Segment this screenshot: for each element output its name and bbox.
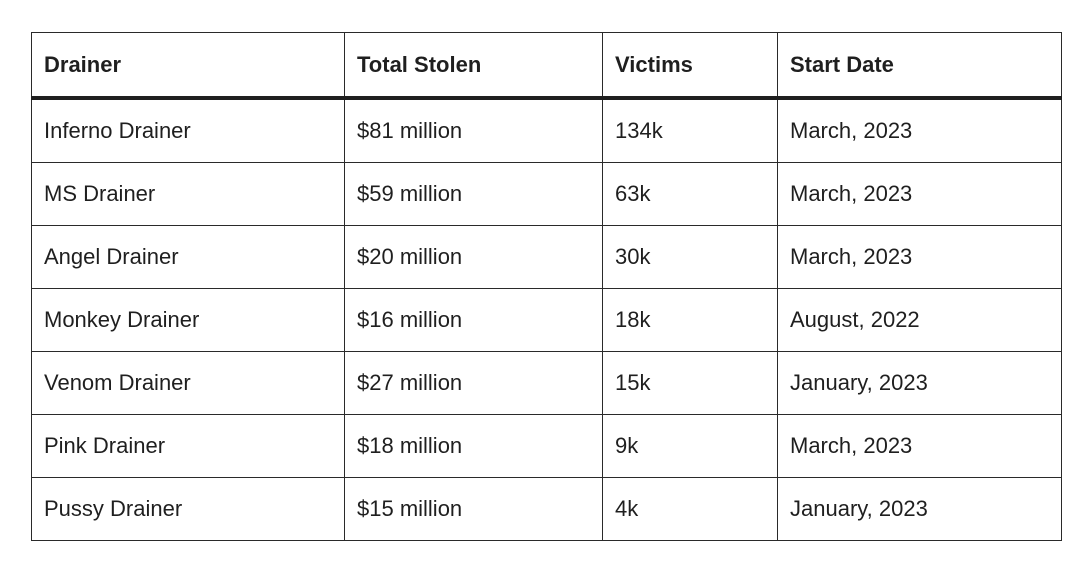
- table-row: [32, 289, 1062, 352]
- cell-total-stolen: $16 million: [345, 289, 603, 352]
- cell-start-date: August, 2022: [778, 289, 1062, 352]
- header-drainer: Drainer: [32, 33, 345, 99]
- table-row: [32, 226, 1062, 289]
- cell-total-stolen: $27 million: [345, 352, 603, 415]
- cell-drainer: MS Drainer: [32, 163, 345, 226]
- table-row: [32, 163, 1062, 226]
- table-row: [32, 98, 1062, 163]
- cell-total-stolen: $15 million: [345, 478, 603, 541]
- cell-total-stolen: $20 million: [345, 226, 603, 289]
- cell-total-stolen: $81 million: [345, 98, 603, 163]
- cell-total-stolen: $18 million: [345, 415, 603, 478]
- cell-victims: 9k: [603, 415, 778, 478]
- cell-start-date: March, 2023: [778, 226, 1062, 289]
- cell-total-stolen: $59 million: [345, 163, 603, 226]
- cell-start-date: March, 2023: [778, 163, 1062, 226]
- cell-drainer: Pink Drainer: [32, 415, 345, 478]
- cell-drainer: Angel Drainer: [32, 226, 345, 289]
- cell-drainer: Venom Drainer: [32, 352, 345, 415]
- header-start-date: Start Date: [778, 33, 1062, 99]
- cell-start-date: March, 2023: [778, 415, 1062, 478]
- table-row: [32, 478, 1062, 541]
- header-victims: Victims: [603, 33, 778, 99]
- cell-drainer: Monkey Drainer: [32, 289, 345, 352]
- cell-victims: 15k: [603, 352, 778, 415]
- cell-victims: 134k: [603, 98, 778, 163]
- cell-victims: 18k: [603, 289, 778, 352]
- table-row: [32, 352, 1062, 415]
- cell-victims: 63k: [603, 163, 778, 226]
- table-row: [32, 415, 1062, 478]
- cell-drainer: Inferno Drainer: [32, 98, 345, 163]
- drainer-table: [31, 32, 1062, 541]
- cell-victims: 4k: [603, 478, 778, 541]
- drainer-table-container: [31, 32, 1061, 541]
- cell-start-date: March, 2023: [778, 98, 1062, 163]
- table-header-row: [32, 33, 1062, 99]
- header-total-stolen: Total Stolen: [345, 33, 603, 99]
- cell-victims: 30k: [603, 226, 778, 289]
- cell-drainer: Pussy Drainer: [32, 478, 345, 541]
- cell-start-date: January, 2023: [778, 478, 1062, 541]
- cell-start-date: January, 2023: [778, 352, 1062, 415]
